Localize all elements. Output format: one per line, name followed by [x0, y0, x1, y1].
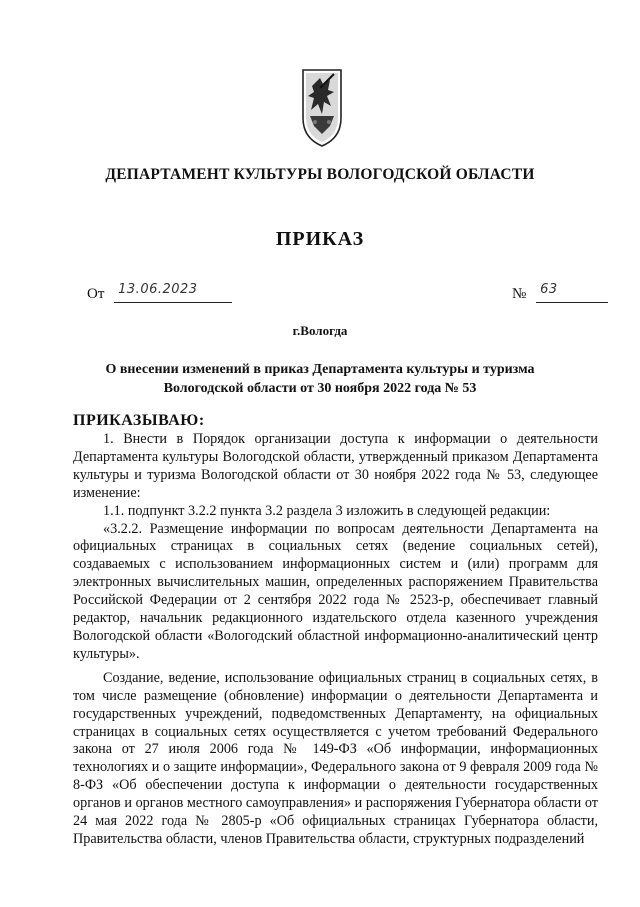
date-label: От — [87, 286, 105, 302]
number-label: № — [512, 286, 527, 302]
coat-of-arms-emblem — [300, 66, 344, 150]
handwritten-number: 63 — [540, 282, 558, 297]
order-date — [87, 282, 232, 303]
decree-heading: ПРИКАЗЫВАЮ: — [73, 412, 205, 429]
subject-line-2: Вологодской области от 30 ноября 2022 года № 53 — [163, 381, 477, 396]
handwritten-date: 13.06.2023 — [118, 282, 198, 297]
paragraph-social-pages: Создание, ведение, использование официальных страниц в социальных сетях, в том числе размещение (обновление) информации о деятельности Департамента и государственных учреждений, подведомственных Департаменту, на официальных страницах в социальных сетях осуществляется с учетом требований Федерального закона от 27 июля 2006 года № 149-ФЗ «Об информации, информационных технологиях и о защите информации», Федерального закона от 9 февраля 2009 года № 8-ФЗ «Об обеспечении доступа к информации о деятельности государственных органов и органов местного самоуправления» и распоряжения Губернатора области от 24 мая 2022 года № 2805-р «Об официальных страницах Губернатора области, Правительства области, членов Правительства области, структурных подразделений — [73, 669, 598, 847]
order-number — [512, 282, 608, 303]
paragraph-quoted-3-2-2: «3.2.2. Размещение информации по вопросам деятельности Департамента на официальных страницах в социальных сетях (ведение социальных сетей), создаваемых с использованием информационных систем и (или) программ для электронных вычислительных машин, определенных распоряжением Правительства Российской Федерации от 2 сентября 2022 года № 2523-р, обеспечивает главный редактор, начальник редакционного издательского отдела казенного учреждения Вологодской области «Вологодский областной информационно-аналитический центр культуры». — [73, 520, 598, 662]
city-name: г.Вологда — [292, 323, 348, 338]
department-title: ДЕПАРТАМЕНТ КУЛЬТУРЫ ВОЛОГОДСКОЙ ОБЛАСТИ — [105, 166, 535, 183]
document-body — [73, 431, 598, 849]
order-subject — [70, 360, 570, 398]
paragraph-item-1-1: 1.1. подпункт 3.2.2 пункта 3.2 раздела 3 изложить в следующей редакции: — [103, 502, 551, 519]
subject-line-1: О внесении изменений в приказ Департамента культуры и туризма — [105, 362, 535, 377]
document-type-title: ПРИКАЗ — [275, 228, 365, 250]
date-underline — [114, 282, 232, 303]
paragraph-item-1: 1. Внести в Порядок организации доступа к информации о деятельности Департамента культуры Вологодской области, утвержденный приказом Департамента культуры и туризма Вологодской области от 30 ноября 2022 года № 53, следующее изменение: — [73, 431, 598, 501]
number-underline — [536, 282, 608, 303]
